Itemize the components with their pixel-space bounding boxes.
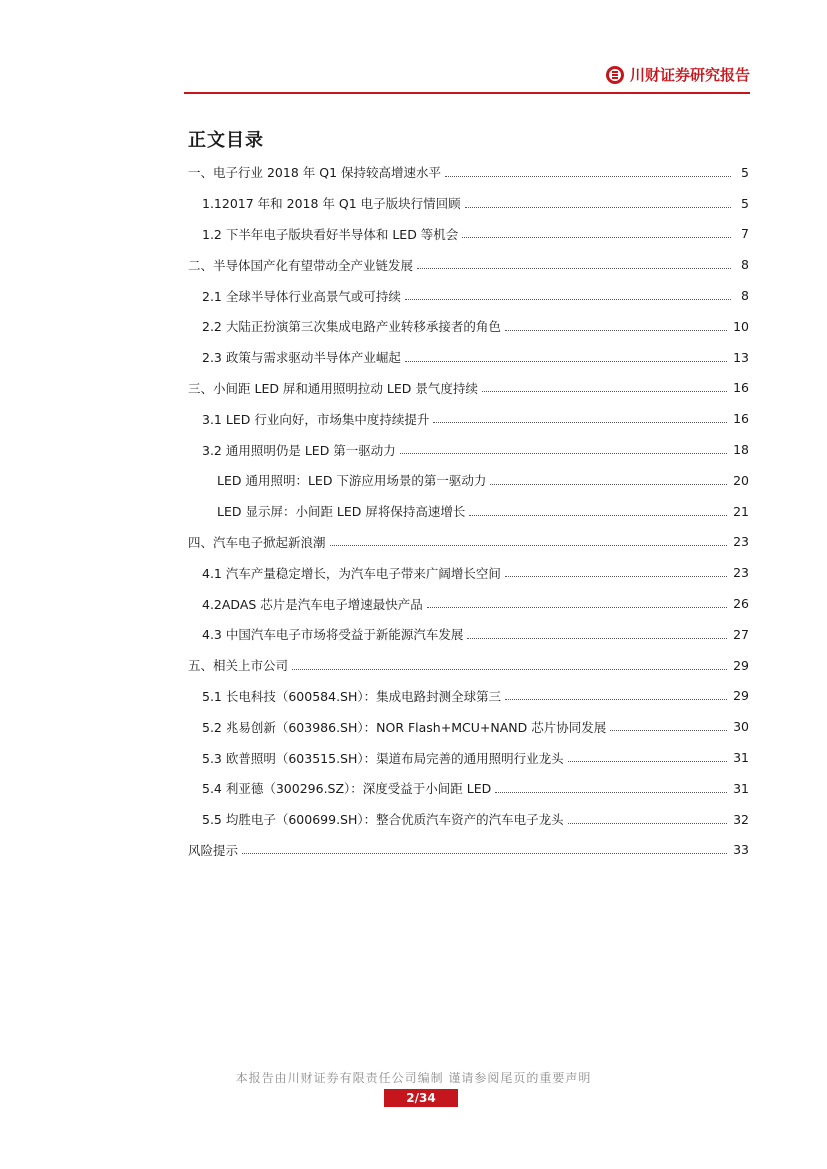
toc-leader: [469, 515, 727, 516]
toc-leader: [505, 330, 727, 331]
toc-entry-page: 29: [733, 688, 749, 704]
toc-entry[interactable]: [188, 619, 749, 650]
toc-entry[interactable]: [188, 342, 749, 373]
toc-entry-page: 7: [741, 226, 749, 242]
toc-entry-text: 5.2 兆易创新（603986.SH）：NOR Flash+MCU+NAND 芯片协同发展: [202, 719, 607, 735]
toc-entry[interactable]: [188, 588, 749, 619]
toc-entry[interactable]: [188, 434, 749, 465]
toc-leader: [495, 792, 727, 793]
toc-leader: [505, 699, 727, 700]
toc-entry-page: 32: [733, 811, 749, 827]
toc-entry-page: 8: [741, 257, 749, 273]
toc-entry-page: 13: [733, 349, 749, 365]
toc-entry[interactable]: [188, 527, 749, 558]
toc-entry-page: 21: [733, 503, 749, 519]
toc-leader: [505, 576, 727, 577]
toc-entry[interactable]: [188, 557, 749, 588]
page-header: [184, 64, 750, 92]
toc-entry-page: 8: [741, 288, 749, 304]
toc-entry-text: 5.1 长电科技（600584.SH）：集成电路封测全球第三: [202, 688, 502, 704]
toc-entry-text: 5.3 欧普照明（603515.SH）：渠道布局完善的通用照明行业龙头: [202, 750, 564, 766]
toc-entry-text: 3.2 通用照明仍是 LED 第一驱动力: [202, 442, 396, 458]
toc-leader: [568, 761, 727, 762]
toc-entry-page: 5: [741, 195, 749, 211]
brand: [606, 64, 750, 85]
toc-entry-page: 18: [733, 442, 749, 458]
brand-logo-icon: [606, 66, 624, 84]
header-rule: [184, 92, 750, 94]
toc-entry-page: 30: [733, 719, 749, 735]
toc-leader: [490, 484, 727, 485]
toc-leader: [568, 823, 727, 824]
toc-entry-text: 3.1 LED 行业向好，市场集中度持续提升: [202, 411, 430, 427]
toc-entry[interactable]: [188, 496, 749, 527]
toc-entry[interactable]: [188, 311, 749, 342]
toc-entry-page: 16: [733, 411, 749, 427]
toc-entry[interactable]: [188, 403, 749, 434]
table-of-contents: [188, 157, 749, 865]
toc-entry[interactable]: [188, 219, 749, 250]
toc-entry-text: 2.1 全球半导体行业高景气或可持续: [202, 288, 401, 304]
toc-entry[interactable]: [188, 157, 749, 188]
toc-leader: [405, 299, 731, 300]
toc-leader: [610, 730, 727, 731]
toc-entry-text: 2.2 大陆正扮演第三次集成电路产业转移承接者的角色: [202, 319, 501, 335]
toc-entry-text: 4.2ADAS 芯片是汽车电子增速最快产品: [202, 596, 423, 612]
toc-entry-text: 一、电子行业 2018 年 Q1 保持较高增速水平: [188, 165, 441, 181]
toc-entry[interactable]: [188, 711, 749, 742]
toc-leader: [467, 638, 727, 639]
toc-entry-text: 5.4 利亚德（300296.SZ）：深度受益于小间距 LED: [202, 781, 492, 797]
toc-entry[interactable]: [188, 742, 749, 773]
toc-leader: [433, 422, 727, 423]
toc-entry[interactable]: [188, 373, 749, 404]
toc-leader: [242, 853, 727, 854]
toc-entry-page: 33: [733, 842, 749, 858]
toc-entry[interactable]: [188, 773, 749, 804]
toc-entry-page: 5: [741, 164, 749, 180]
footer-disclaimer: 本报告由川财证券有限责任公司编制 谨请参阅尾页的重要声明: [235, 1071, 592, 1085]
toc-leader: [405, 361, 727, 362]
toc-entry[interactable]: [188, 188, 749, 219]
toc-entry-page: 27: [733, 626, 749, 642]
toc-entry-text: 三、小间距 LED 屏和通用照明拉动 LED 景气度持续: [188, 380, 478, 396]
toc-entry-page: 31: [733, 780, 749, 796]
toc-entry-text: 2.3 政策与需求驱动半导体产业崛起: [202, 350, 401, 366]
toc-entry-page: 23: [733, 565, 749, 581]
toc-entry-text: 1.2 下半年电子版块看好半导体和 LED 等机会: [202, 226, 459, 242]
toc-leader: [400, 453, 727, 454]
toc-entry-page: 16: [733, 380, 749, 396]
toc-entry[interactable]: [188, 681, 749, 712]
toc-entry-page: 29: [733, 657, 749, 673]
toc-leader: [427, 607, 727, 608]
toc-leader: [445, 176, 731, 177]
toc-entry-text: 风险提示: [188, 842, 239, 858]
toc-leader: [417, 268, 731, 269]
toc-entry-page: 10: [733, 318, 749, 334]
toc-entry-text: 4.3 中国汽车电子市场将受益于新能源汽车发展: [202, 627, 464, 643]
toc-entry[interactable]: [188, 249, 749, 280]
toc-leader: [482, 391, 727, 392]
toc-entry-text: 二、半导体国产化有望带动全产业链发展: [188, 257, 414, 273]
page-number-badge: 2/34: [384, 1089, 458, 1107]
toc-leader: [462, 237, 731, 238]
toc-entry[interactable]: [188, 804, 749, 835]
toc-title: 正文目录: [188, 130, 264, 151]
toc-entry-text: 4.1 汽车产量稳定增长，为汽车电子带来广阔增长空间: [202, 565, 501, 581]
toc-entry-text: 1.12017 年和 2018 年 Q1 电子版块行情回顾: [202, 196, 461, 212]
toc-leader: [292, 669, 727, 670]
toc-entry-page: 31: [733, 750, 749, 766]
toc-entry[interactable]: [188, 650, 749, 681]
toc-leader: [330, 545, 728, 546]
toc-entry[interactable]: [188, 280, 749, 311]
toc-leader: [465, 207, 731, 208]
toc-entry-page: 20: [733, 472, 749, 488]
toc-entry-text: 四、汽车电子掀起新浪潮: [188, 534, 326, 550]
toc-entry-page: 23: [733, 534, 749, 550]
toc-entry[interactable]: [188, 835, 749, 866]
toc-entry-text: LED 通用照明：LED 下游应用场景的第一驱动力: [217, 473, 487, 489]
toc-entry[interactable]: [188, 465, 749, 496]
toc-entry-text: 5.5 均胜电子（600699.SH）：整合优质汽车资产的汽车电子龙头: [202, 812, 564, 828]
brand-name: 川财证券研究报告: [629, 66, 750, 84]
toc-entry-text: 五、相关上市公司: [188, 658, 289, 674]
toc-entry-page: 26: [733, 596, 749, 612]
toc-entry-text: LED 显示屏：小间距 LED 屏将保持高速增长: [217, 504, 466, 520]
